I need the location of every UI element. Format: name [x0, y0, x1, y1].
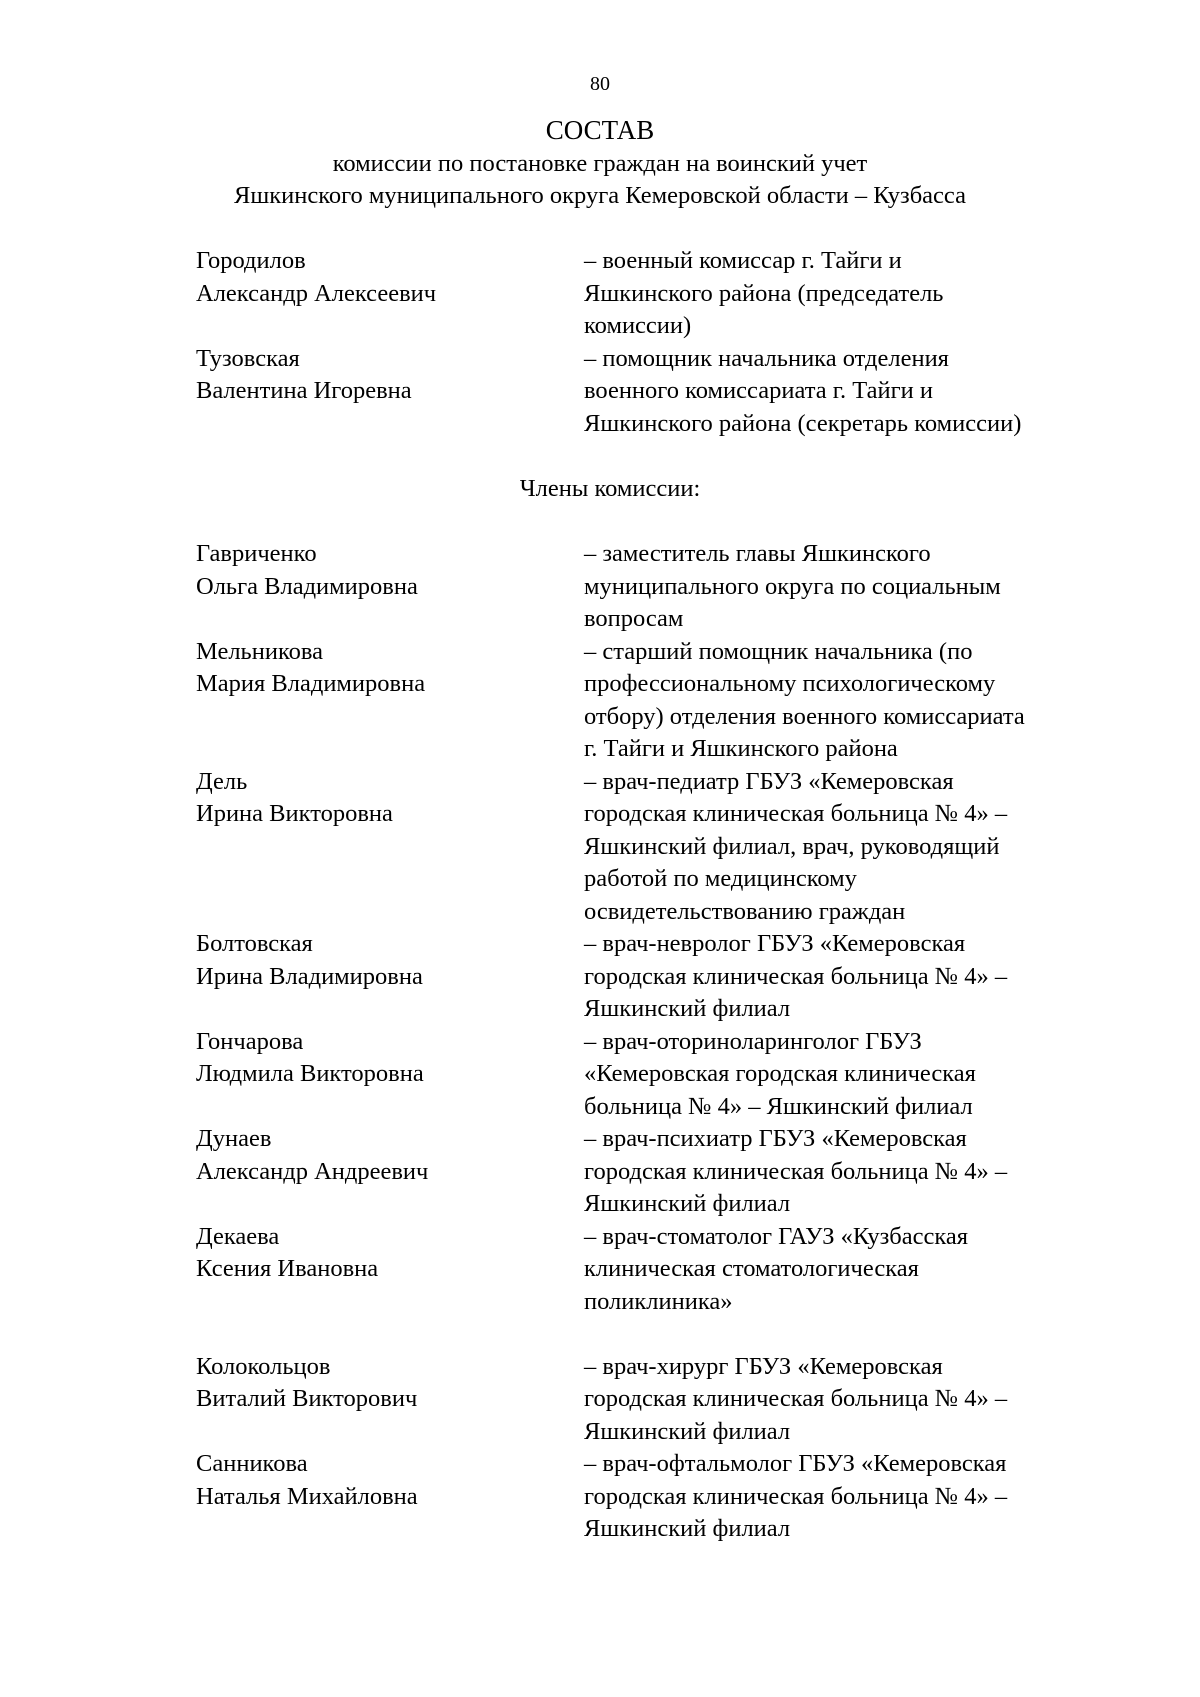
member-name [196, 538, 584, 636]
commission-member-entry [196, 928, 1136, 1026]
member-role [584, 538, 1136, 636]
member-surname: Болтовская [196, 930, 313, 957]
member-name [196, 1123, 584, 1221]
member-role-line: освидетельствованию граждан [584, 897, 906, 925]
member-role-line: Яшкинский филиал [584, 995, 791, 1022]
members-heading: Члены комиссии: [519, 475, 701, 502]
member-role-line: Яшкинский филиал [584, 1417, 791, 1445]
leaders-list [196, 245, 1136, 440]
member-role-line: городская клиническая больница № 4» – [584, 1157, 1008, 1185]
member-role-line: – врач-офтальмолог ГБУЗ «Кемеровская [584, 1450, 1007, 1477]
member-given-names: Ирина Викторовна [196, 800, 393, 827]
page-number: 80 [590, 73, 610, 95]
member-given-names: Александр Андреевич [196, 1157, 429, 1185]
member-surname: Городилов [196, 247, 306, 274]
member-role [584, 1026, 1136, 1124]
member-role-line: – врач-психиатр ГБУЗ «Кемеровская [584, 1125, 967, 1152]
member-name [196, 343, 584, 441]
member-role-line: городская клиническая больница № 4» – [584, 962, 1008, 990]
member-role-line: больница № 4» – Яшкинский филиал [584, 1092, 973, 1120]
member-role [584, 636, 1136, 766]
member-given-names: Александр Алексеевич [196, 279, 437, 307]
commission-member-entry [196, 1351, 1136, 1449]
member-role-line: г. Тайги и Яшкинского района [584, 735, 898, 762]
member-surname: Дель [196, 767, 248, 795]
member-given-names: Валентина Игоревна [196, 377, 412, 404]
commission-member-entry [196, 538, 1136, 636]
member-role-line: Яшкинский филиал [584, 1515, 791, 1542]
member-name [196, 928, 584, 1026]
commission-member-entry [196, 245, 1136, 343]
member-name [196, 245, 584, 343]
document-title: СОСТАВ [545, 115, 655, 145]
commission-member-entry [196, 343, 1136, 441]
member-role [584, 928, 1136, 1026]
member-role-line: комиссии) [584, 312, 692, 339]
member-surname: Гончарова [196, 1027, 304, 1055]
members-list [196, 538, 1136, 1546]
member-surname: Тузовская [196, 344, 300, 372]
member-role-line: муниципального округа по социальным [584, 572, 1001, 600]
member-given-names: Виталий Викторович [196, 1385, 418, 1412]
member-role [584, 1221, 1136, 1319]
member-role [584, 766, 1136, 929]
commission-member-entry [196, 1221, 1136, 1319]
member-role-line: – помощник начальника отделения [584, 344, 949, 372]
member-role-line: – врач-стоматолог ГАУЗ «Кузбасская [584, 1222, 969, 1250]
member-role [584, 1448, 1136, 1546]
member-given-names: Наталья Михайловна [196, 1482, 418, 1510]
member-role-line: вопросам [584, 605, 684, 632]
member-role-line: клиническая стоматологическая [584, 1255, 919, 1282]
member-role-line: отбору) отделения военного комиссариата [584, 702, 1025, 730]
commission-member-entry [196, 1123, 1136, 1221]
member-role-line: – старший помощник начальника (по [584, 637, 973, 665]
member-role-line: Яшкинского района (председатель [584, 279, 944, 307]
commission-member-entry [196, 1448, 1136, 1546]
member-surname: Гавриченко [196, 540, 317, 567]
member-given-names: Людмила Викторовна [196, 1060, 424, 1087]
member-role-line: городская клиническая больница № 4» – [584, 1482, 1008, 1510]
member-role-line: Яшкинский филиал, врач, руководящий [584, 832, 1000, 860]
member-surname: Колокольцов [196, 1352, 331, 1380]
member-role-line: – врач-хирург ГБУЗ «Кемеровская [584, 1352, 943, 1380]
member-surname: Декаева [196, 1222, 280, 1250]
member-role-line: – врач-оториноларинголог ГБУЗ [584, 1027, 922, 1055]
member-role-line: Яшкинского района (секретарь комиссии) [584, 409, 1022, 437]
member-given-names: Ирина Владимировна [196, 962, 423, 990]
member-name [196, 1448, 584, 1546]
member-name [196, 766, 584, 929]
member-role [584, 1123, 1136, 1221]
member-role-line: военного комиссариата г. Тайги и [584, 377, 933, 404]
member-role-line: – военный комиссар г. Тайги и [584, 247, 902, 274]
member-role-line: городская клиническая больница № 4» – [584, 800, 1008, 827]
member-given-names: Ксения Ивановна [196, 1255, 379, 1282]
member-surname: Санникова [196, 1450, 308, 1477]
member-name [196, 1221, 584, 1319]
member-role-line: профессиональному психологическому [584, 670, 996, 697]
member-role-line: городская клиническая больница № 4» – [584, 1385, 1008, 1412]
member-given-names: Ольга Владимировна [196, 572, 418, 600]
member-role [584, 1351, 1136, 1449]
member-given-names: Мария Владимировна [196, 670, 426, 697]
member-name [196, 1351, 584, 1449]
member-role-line: работой по медицинскому [584, 865, 857, 892]
member-role [584, 343, 1136, 441]
member-role-line: «Кемеровская городская клиническая [584, 1060, 976, 1087]
member-surname: Дунаев [196, 1125, 272, 1152]
document-subtitle-line-1: комиссии по постановке граждан на воинский учет [332, 150, 868, 177]
member-role-line: – врач-педиатр ГБУЗ «Кемеровская [584, 767, 954, 795]
member-name [196, 636, 584, 766]
member-role-line: Яшкинский филиал [584, 1190, 791, 1217]
commission-member-entry [196, 1026, 1136, 1124]
member-role-line: поликлиника» [584, 1287, 733, 1315]
member-role-line: – врач-невролог ГБУЗ «Кемеровская [584, 930, 966, 957]
commission-member-entry [196, 636, 1136, 766]
member-name [196, 1026, 584, 1124]
document-subtitle-line-2: Яшкинского муниципального округа Кемеровской области – Кузбасса [234, 182, 966, 209]
member-role [584, 245, 1136, 343]
member-surname: Мельникова [196, 637, 323, 665]
member-role-line: – заместитель главы Яшкинского [584, 540, 931, 567]
commission-member-entry [196, 766, 1136, 929]
